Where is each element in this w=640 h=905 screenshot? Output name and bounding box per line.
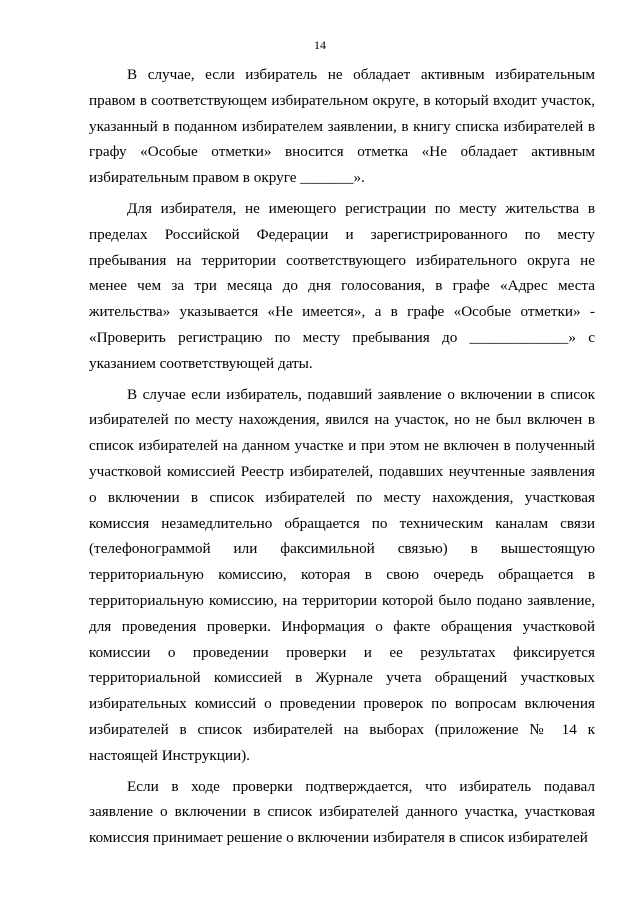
paragraph-not-included-check: В случае если избиратель, подавший заявление о включении в список избирателей по месту нахождения, явился на участок, но не был включен в список избирателей на данном участке и при этом не включен в полученный участковой комиссией Реестр избирателей, подавших неучтенные заявления о включении в список избирателей по месту нахождения, участковая комиссия незамедлительно обращается по техническим каналам связи (телефонограммой или факсимильной связью) в вышестоящую территориальную комиссию, которая в свою очередь обращается в территориальную комиссию, на территории которой было подано заявление, для проведения проверки. Информация о факте обращения участковой комиссии о проведении проверки и ее результатах фиксируется территориальной комиссией в Журнале учета обращений участковых избирательных комиссий о проведении проверок по вопросам включения избирателей в список избирателей на выборах (приложение № 14 к настоящей Инструкции). — [89, 385, 595, 764]
paragraph-no-registration: Для избирателя, не имеющего регистрации по месту жительства в пределах Российской Федерации и зарегистрированного по месту пребывания на территории соответствующего избирательного округа не менее чем за три месяца до дня голосования, в графе «Адрес места жительства» указывается «Не имеется», а в графе «Особые отметки» - «Проверить регистрацию по месту пребывания до _____________» с указанием соответствующей даты. — [89, 199, 595, 372]
page-number: 14 — [314, 38, 326, 52]
paragraph-check-confirmed: Если в ходе проверки подтверждается, что избиратель подавал заявление о включении в список избирателей данного участка, участковая комиссия принимает решение о включении избирателя в список избирателей — [89, 777, 595, 847]
paragraph-no-active-right: В случае, если избиратель не обладает активным избирательным правом в соответствующем избирательном округе, в который входит участок, указанный в поданном избирателем заявлении, в книгу списка избирателей в графу «Особые отметки» вносится отметка «Не обладает активным избирательным правом в округе _______». — [89, 66, 595, 187]
document-body — [89, 62, 595, 851]
